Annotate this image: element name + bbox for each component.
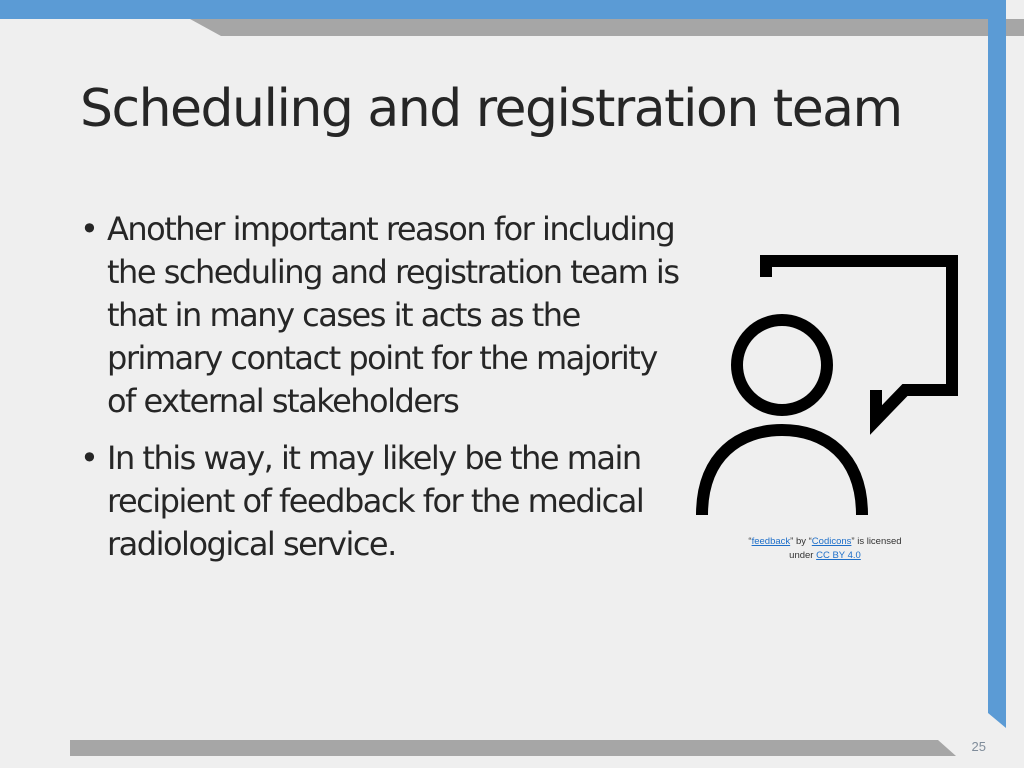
bullet-text: In this way, it may likely be the main recipient of feedback for the medical radiological service.	[107, 439, 644, 563]
feedback-link[interactable]: feedback	[751, 536, 791, 547]
codicons-link[interactable]: Codicons	[811, 536, 852, 547]
bullet-marker: •	[80, 439, 98, 477]
attribution-under: under	[789, 550, 817, 561]
bullet-list	[80, 208, 680, 580]
feedback-icon	[690, 255, 965, 520]
bullet-item	[80, 208, 680, 423]
right-blue-bar	[988, 0, 1006, 728]
bullet-marker: •	[80, 210, 98, 248]
attribution-by: ” by “	[790, 536, 812, 547]
attribution-quote: “	[748, 536, 752, 547]
page-number: 25	[971, 739, 986, 754]
top-gray-bar	[190, 19, 1024, 36]
image-attribution	[725, 535, 925, 563]
top-blue-bar	[0, 0, 1006, 19]
attribution-licensed: ” is licensed	[851, 536, 902, 547]
license-link[interactable]: CC BY 4.0	[816, 550, 861, 561]
bottom-gray-bar	[70, 740, 956, 756]
bullet-item	[80, 437, 680, 566]
slide-title: Scheduling and registration team	[80, 79, 902, 139]
bullet-text: Another important reason for including the scheduling and registration team is that in many cases it acts as the primary contact point for the majority of external stakeholders	[107, 210, 679, 420]
